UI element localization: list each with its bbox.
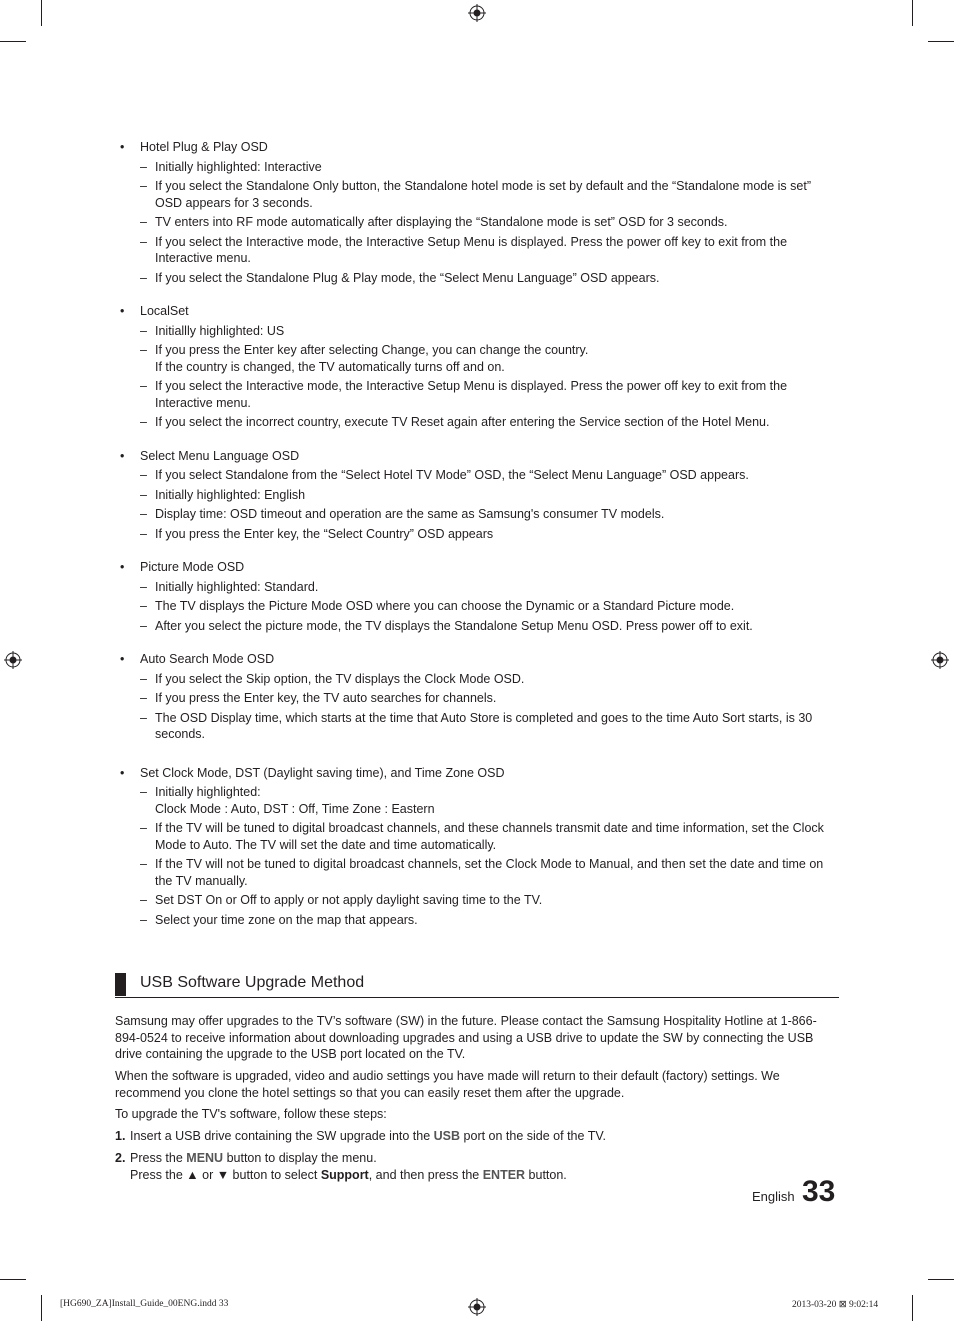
section-heading	[115, 973, 839, 998]
crop-mark	[41, 1295, 42, 1321]
list-item: – If you press the Enter key after selecting Change, you can change the country. If the country is changed, the TV automatically turns off and on.	[115, 342, 839, 375]
footer-language: English	[752, 1189, 795, 1204]
step-2	[115, 1150, 839, 1183]
list-item: – If you select Standalone from the “Select Hotel TV Mode” OSD, the “Select Menu Language” OSD appears.	[115, 467, 839, 484]
list-item: – Initially highlighted: Interactive	[115, 159, 839, 176]
bullet-title: • Picture Mode OSD	[115, 559, 839, 576]
list-item: – If you select the incorrect country, execute TV Reset again after entering the Service section of the Hotel Menu.	[115, 414, 839, 431]
list-item: – Initially highlighted: English	[115, 487, 839, 504]
crop-mark	[912, 0, 913, 26]
section-heading-text: USB Software Upgrade Method	[140, 974, 365, 991]
list-item: – If you select the Standalone Only button, the Standalone hotel mode is set by default and the “Standalone mode is set” OSD appears for 3 seconds.	[115, 178, 839, 211]
list-item: – Display time: OSD timeout and operation are the same as Samsung's consumer TV models.	[115, 506, 839, 523]
step-text: Insert a USB drive containing the SW upgrade into the USB port on the side of the TV.	[130, 1129, 606, 1143]
bullet-title: • Select Menu Language OSD	[115, 448, 839, 465]
step-1	[115, 1128, 839, 1145]
registration-mark-icon	[468, 4, 486, 22]
bullet-title: • Hotel Plug & Play OSD	[115, 139, 839, 156]
crop-mark	[928, 1279, 954, 1280]
list-item: – If you press the Enter key, the “Select Country” OSD appears	[115, 526, 839, 543]
heading-bar	[115, 973, 126, 996]
paragraph: To upgrade the TV's software, follow these steps:	[115, 1107, 387, 1121]
step-number: 1.	[115, 1129, 126, 1143]
bullet-section	[115, 303, 839, 431]
osd-bullet-list	[115, 139, 839, 945]
bullet-title: • Auto Search Mode OSD	[115, 651, 839, 668]
crop-mark	[928, 41, 954, 42]
bullet-title: • Set Clock Mode, DST (Daylight saving time), and Time Zone OSD	[115, 765, 839, 782]
list-item: – If you select the Standalone Plug & Play mode, the “Select Menu Language” OSD appears.	[115, 270, 839, 287]
registration-mark-icon	[4, 651, 22, 669]
bullet-section	[115, 139, 839, 286]
paragraph: Samsung may offer upgrades to the TV’s software (SW) in the future. Please contact the Samsung Hospitality Hotline at 1-866-894-0524 to receive information about downloading upgrades and using a USB drive to update the SW by connecting the USB drive containing the upgrade to the USB port located on the TV.	[115, 1014, 817, 1061]
crop-mark	[912, 1295, 913, 1321]
list-item: – Initially highlighted: Standard.	[115, 579, 839, 596]
list-item: – If the TV will be tuned to digital broadcast channels, and these channels transmit date and time information, set the Clock Mode to Auto. The TV will set the date and time automatically.	[115, 820, 839, 853]
registration-mark-icon	[931, 651, 949, 669]
list-item: – If you select the Skip option, the TV displays the Clock Mode OSD.	[115, 671, 839, 688]
slug-timestamp: 2013-03-20 ⊠ 9:02:14	[792, 1300, 879, 1310]
list-item: – If you select the Interactive mode, the Interactive Setup Menu is displayed. Press the power off key to exit from the Interactive menu.	[115, 234, 839, 267]
slug-file-info: [HG690_ZA]Install_Guide_00ENG.indd 33	[60, 1299, 229, 1309]
paragraph: When the software is upgraded, video and audio settings you have made will return to their default (factory) settings. We recommend you clone the hotel settings so that you can easily reset them after the upgrade.	[115, 1069, 780, 1100]
list-item: – Set DST On or Off to apply or not apply daylight saving time to the TV.	[115, 892, 839, 909]
bullet-title: • LocalSet	[115, 303, 839, 320]
list-item: – If you press the Enter key, the TV auto searches for channels.	[115, 690, 839, 707]
list-item: – The TV displays the Picture Mode OSD where you can choose the Dynamic or a Standard Picture mode.	[115, 598, 839, 615]
crop-mark	[0, 41, 26, 42]
step-text: Press the MENU button to display the menu. Press the ▲ or ▼ button to select Support, and then press the ENTER button.	[130, 1151, 567, 1182]
list-item: – If the TV will not be tuned to digital broadcast channels, set the Clock Mode to Manual, and then set the date and time on the TV manually.	[115, 856, 839, 889]
step-number: 2.	[115, 1151, 126, 1165]
crop-mark	[0, 1279, 26, 1280]
list-item: – The OSD Display time, which starts at the time that Auto Store is completed and goes to the time Auto Sort starts, is 30 seconds.	[115, 710, 839, 743]
bullet-section	[115, 765, 839, 929]
bullet-section	[115, 559, 839, 634]
crop-mark	[41, 0, 42, 26]
bullet-section	[115, 448, 839, 543]
list-item: – Initiallly highlighted: US	[115, 323, 839, 340]
list-item: – Select your time zone on the map that appears.	[115, 912, 839, 929]
list-item: – If you select the Interactive mode, the Interactive Setup Menu is displayed. Press the power off key to exit from the Interactive menu.	[115, 378, 839, 411]
list-item: – TV enters into RF mode automatically after displaying the “Standalone mode is set” OSD for 3 seconds.	[115, 214, 839, 231]
list-item: – Initially highlighted: Clock Mode : Auto, DST : Off, Time Zone : Eastern	[115, 784, 839, 817]
registration-mark-icon	[468, 1298, 486, 1316]
bullet-section	[115, 651, 839, 743]
list-item: – After you select the picture mode, the TV displays the Standalone Setup Menu OSD. Press power off to exit.	[115, 618, 839, 635]
page-number: 33	[802, 1175, 836, 1208]
